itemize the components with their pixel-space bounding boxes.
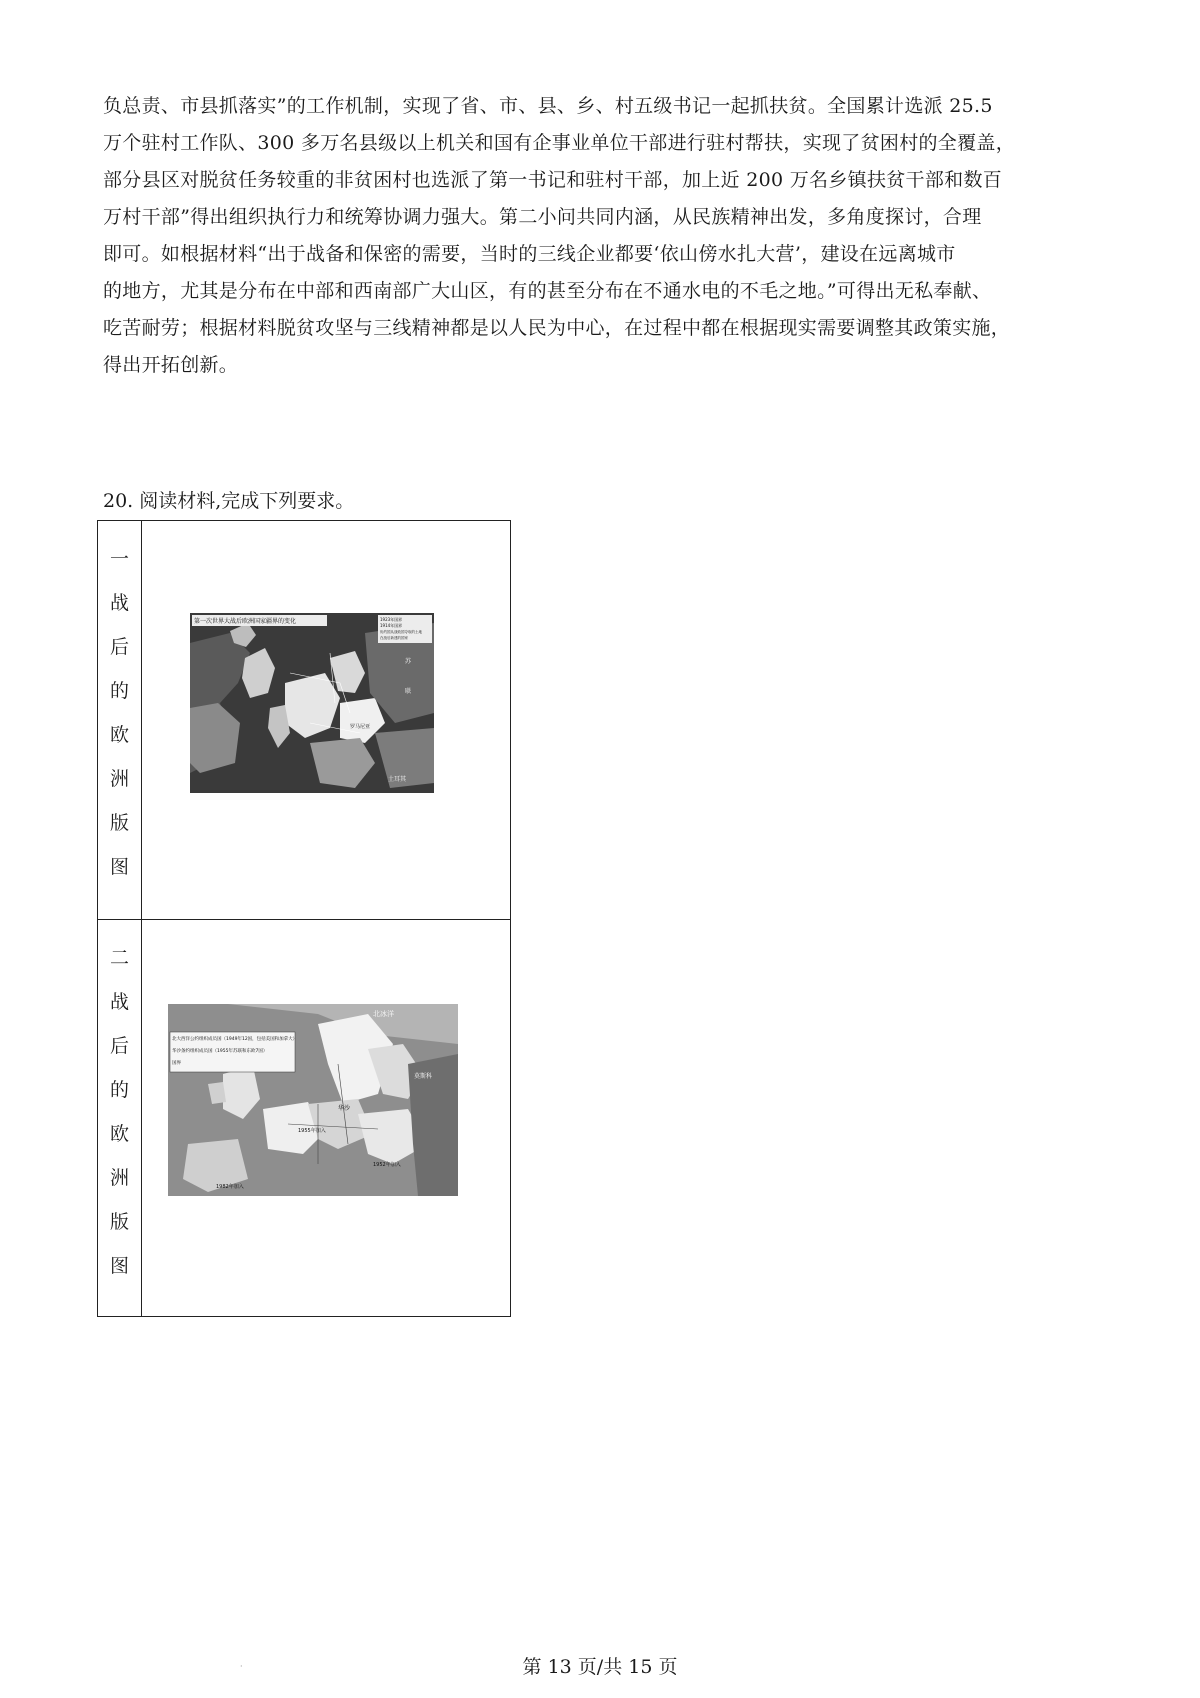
label-char: 一	[109, 548, 129, 570]
map-title: 第一次世界大战后欧洲国家疆界的变化	[194, 618, 297, 625]
map-label: 1952年加入	[373, 1162, 401, 1168]
paragraph-line: 得出开拓创新。	[103, 354, 239, 376]
map-label: 罗马尼亚	[350, 724, 371, 730]
ww1-europe-map	[190, 613, 434, 793]
paragraph-line: 吃苦耐劳；根据材料脱贫攻坚与三线精神都是以人民为中心，在过程中都在根据现实需要调整其政策实施，	[103, 317, 1011, 339]
map-label: 1982年加入	[216, 1184, 244, 1190]
question-title: 20. 阅读材料,完成下列要求。	[103, 490, 355, 512]
material-table	[97, 520, 511, 1317]
map-label: 苏	[405, 658, 412, 665]
map-legend-item: 北大西洋公约组织成员国（1949年12国，包括美国和加拿大）	[172, 1037, 298, 1042]
paragraph-line: 万个驻村工作队、300 多万名县级以上机关和国有企事业单位干部进行驻村帮扶，实现了贫困村的全覆盖，	[103, 132, 1016, 154]
paragraph-line: 部分县区对脱贫任务较重的非贫困村也选派了第一书记和驻村干部，加上近 200 万名乡镇扶贫干部和数百	[103, 169, 1003, 191]
footer-mark: ·	[240, 1662, 243, 1671]
map-cell	[142, 521, 511, 920]
paragraph-line: 负总责、市县抓落实”的工作机制，实现了省、市、县、乡、村五级书记一起抓扶贫。全国累计选派 25.5	[103, 95, 993, 117]
label-char: 欧	[109, 724, 129, 746]
row-label	[98, 521, 142, 920]
map-legend-item: 1923年国界	[380, 617, 403, 622]
map-legend-item: 1914年国界	[380, 623, 403, 628]
label-char: 图	[109, 856, 129, 878]
label-char: 战	[109, 592, 129, 614]
label-char: 二	[109, 947, 129, 969]
map-label: 土耳其	[388, 776, 407, 783]
label-char: 欧	[109, 1123, 129, 1145]
label-char: 图	[109, 1255, 129, 1277]
map-label: 莫斯科	[414, 1073, 433, 1080]
table-row	[98, 521, 511, 920]
label-char: 版	[109, 1211, 129, 1233]
map-legend-item: 协约国从战败国夺取的土地	[380, 630, 422, 634]
map-label: 联	[405, 688, 412, 695]
row-label	[98, 920, 142, 1317]
map-label: 1955年加入	[298, 1128, 326, 1134]
map-cell	[142, 920, 511, 1317]
label-char: 的	[109, 680, 129, 702]
label-char: 版	[109, 812, 129, 834]
map-legend-item: 在战后新建的国家	[380, 636, 408, 640]
label-char: 的	[109, 1079, 129, 1101]
label-char: 战	[109, 991, 129, 1013]
paragraph-line: 万村干部”得出组织执行力和统筹协调力强大。第二小问共同内涵，从民族精神出发，多角度探讨，合理	[103, 206, 982, 228]
ww2-europe-map	[168, 1004, 458, 1196]
answer-paragraph	[103, 88, 1103, 384]
page-footer: 第 13 页/共 15 页	[522, 1656, 678, 1678]
paragraph-line: 即可。如根据材料“出于战备和保密的需要，当时的三线企业都要‘依山傍水扎大营’，建设在远离城市	[103, 243, 956, 265]
label-char: 洲	[109, 1167, 129, 1189]
label-char: 洲	[109, 768, 129, 790]
label-char: 后	[109, 636, 129, 658]
map-legend-item: 国界	[172, 1061, 181, 1066]
label-char: 后	[109, 1035, 129, 1057]
table-row	[98, 920, 511, 1317]
map-label: 华沙	[338, 1105, 351, 1112]
map-legend-item: 华沙条约组织成员国（1955年苏联和东欧7国）	[172, 1049, 268, 1054]
map-title: 北冰洋	[373, 1010, 394, 1018]
paragraph-line: 的地方，尤其是分布在中部和西南部广大山区，有的甚至分布在不通水电的不毛之地。”可得出无私奉献、	[103, 280, 992, 302]
